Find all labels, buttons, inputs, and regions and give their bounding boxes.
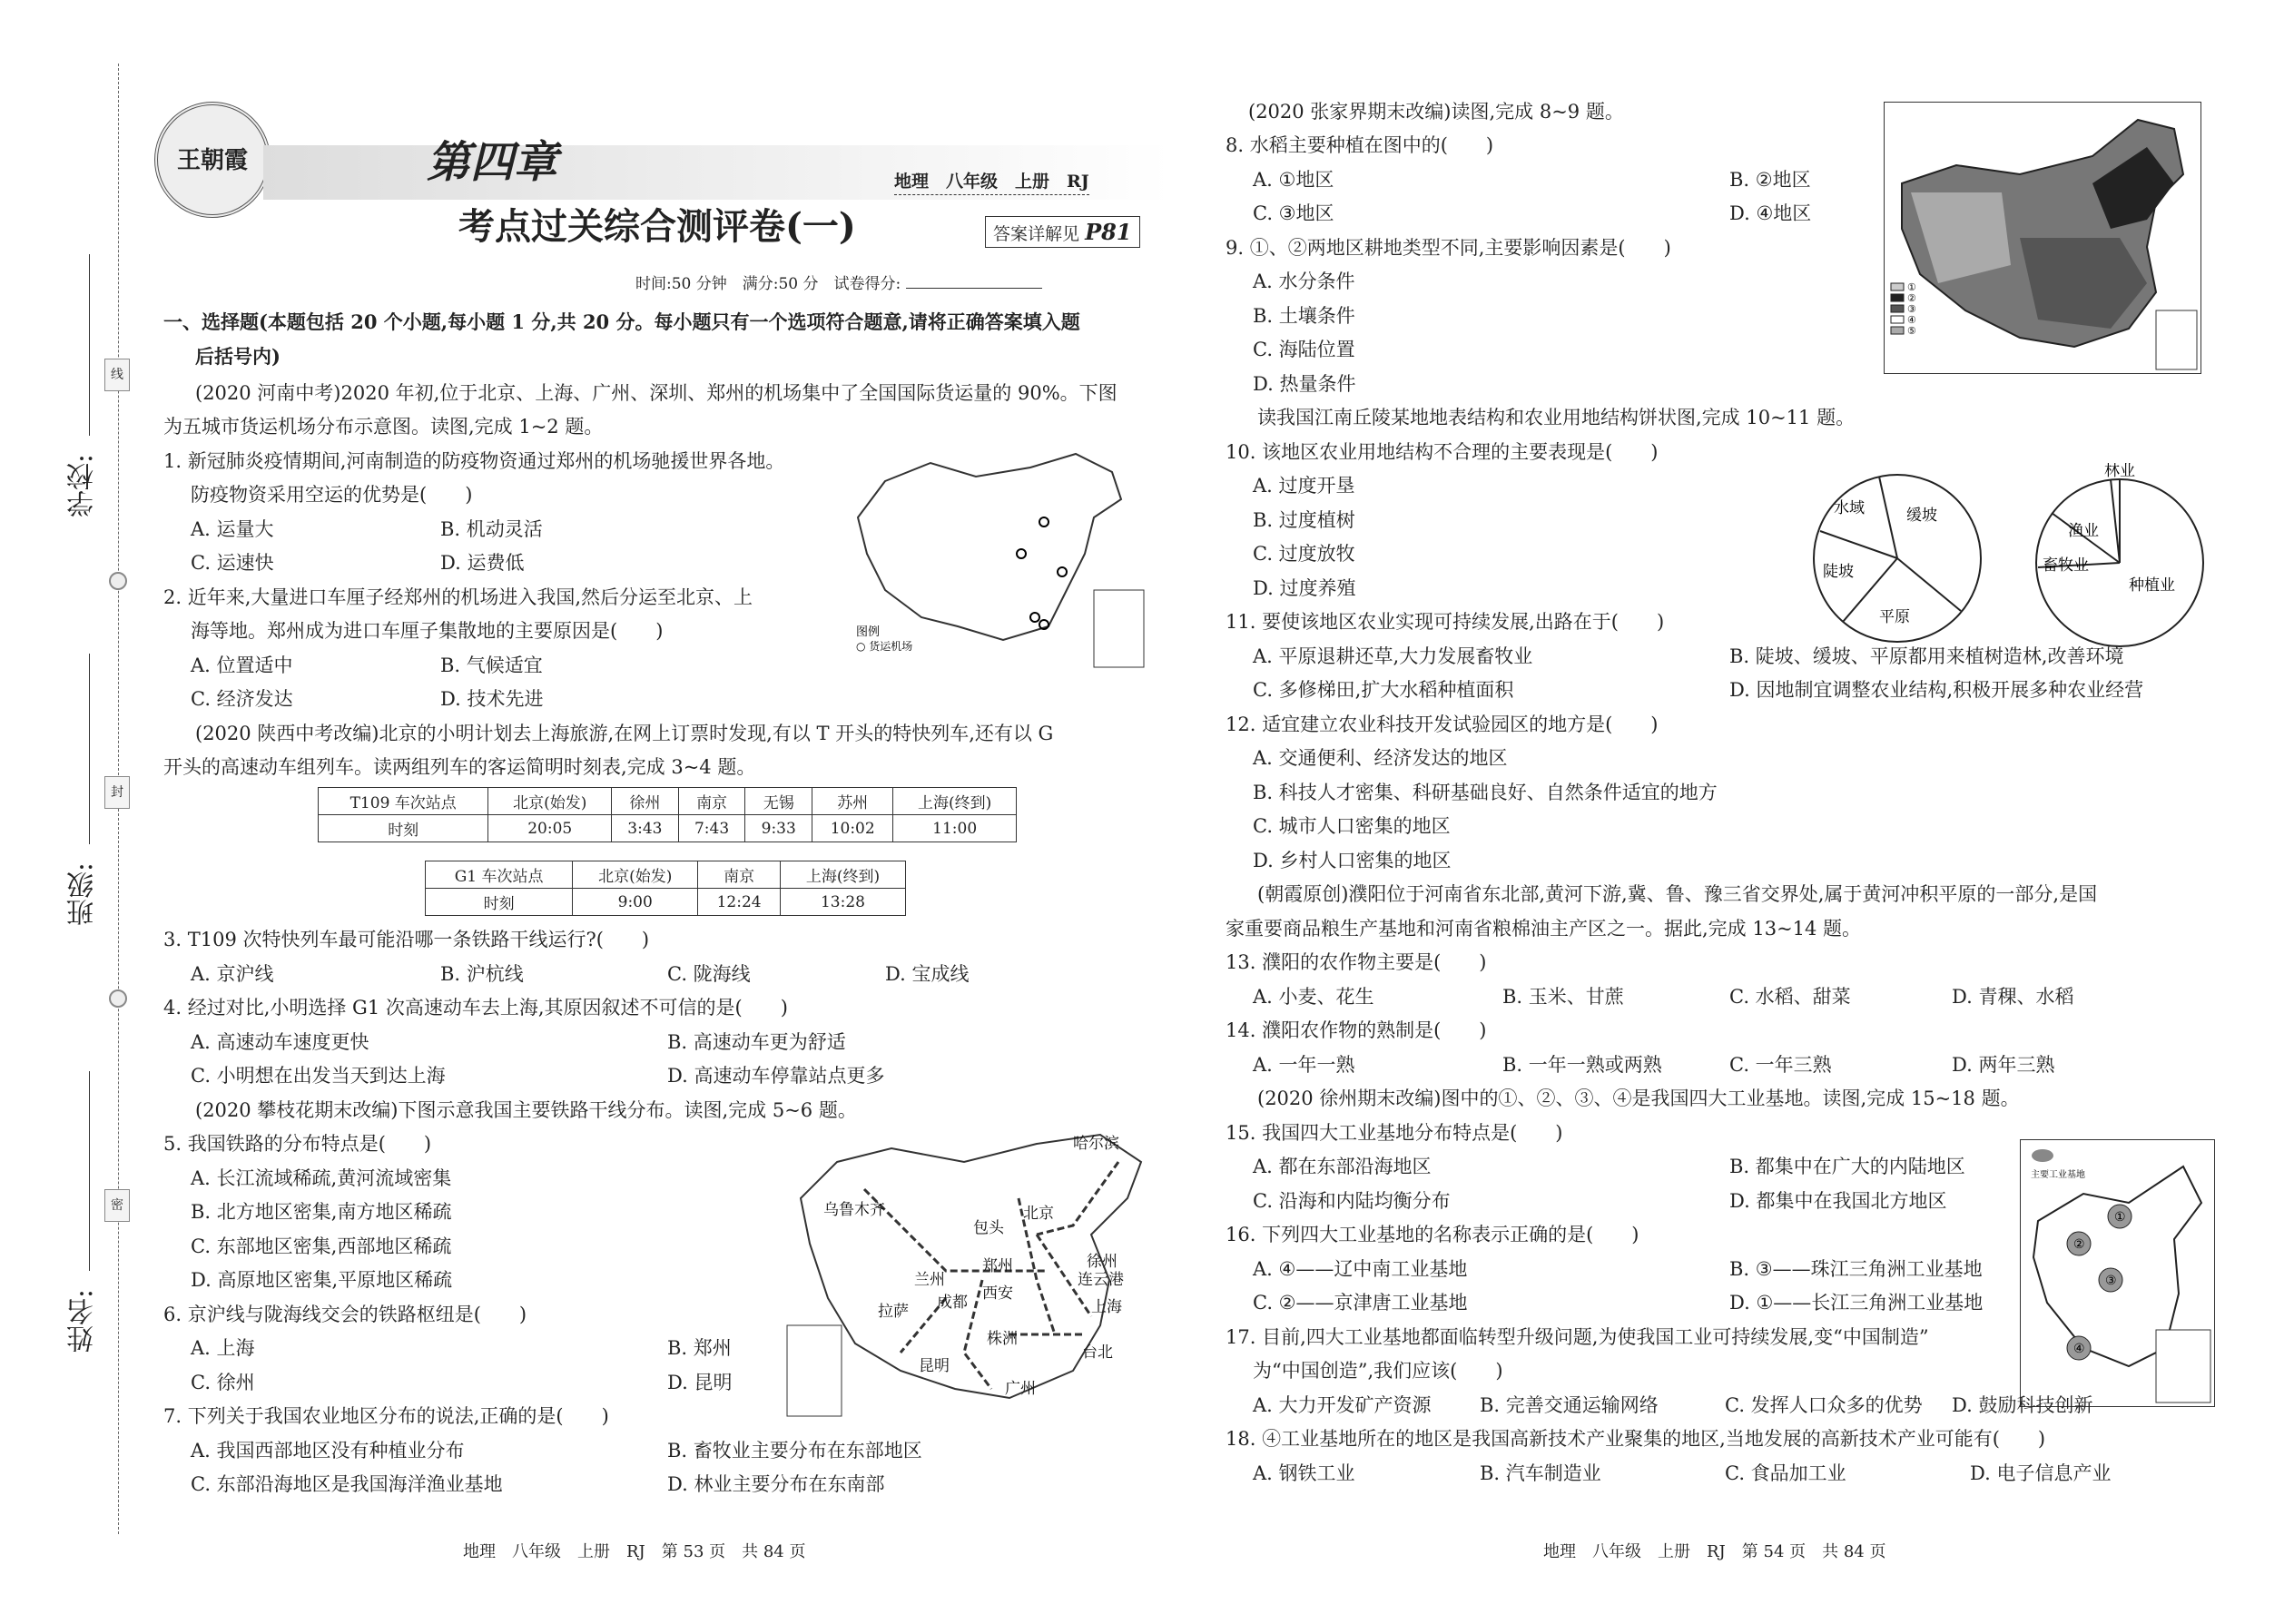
- base-number: ④: [2073, 1342, 2085, 1356]
- pie-label: 渔业: [2068, 522, 2099, 540]
- city-label: 北京: [1023, 1205, 1054, 1223]
- q16-option-d[interactable]: D. ①——长江三角洲工业基地: [1729, 1292, 1984, 1314]
- question-6: 6. 京沪线与陇海线交会的铁路枢纽是( ): [163, 1304, 527, 1325]
- table-header-cell: G1 车次站点: [426, 861, 573, 889]
- logo-text: 王朝霞: [176, 147, 248, 174]
- q8-option-d[interactable]: D. ④地区: [1729, 202, 1812, 224]
- city-label: 株洲: [987, 1330, 1018, 1348]
- q5-option-c[interactable]: C. 东部地区密集,西部地区稀疏: [191, 1235, 452, 1257]
- city-label: 乌鲁木齐: [823, 1201, 885, 1219]
- chapter-title: 第四章: [427, 137, 558, 188]
- question-10: 10. 该地区农业用地结构不合理的主要表现是( ): [1226, 441, 1659, 463]
- q9-option-d[interactable]: D. 热量条件: [1253, 373, 1356, 395]
- q8-option-a[interactable]: A. ①地区: [1253, 169, 1334, 191]
- base-number: ③: [2105, 1274, 2117, 1288]
- airport-map: [849, 445, 1148, 672]
- q11-option-d[interactable]: D. 因地制宜调整农业结构,积极开展多种农业经营: [1729, 679, 2144, 701]
- table-cell: 12:24: [698, 889, 781, 916]
- table-header-cell: 上海(终到): [780, 861, 905, 889]
- table-header-cell: 无锡: [745, 788, 812, 815]
- city-label: 西安: [982, 1284, 1013, 1303]
- q6-option-d[interactable]: D. 昆明: [667, 1372, 733, 1393]
- base-number: ①: [2114, 1210, 2126, 1225]
- q13-option-c[interactable]: C. 水稻、甜菜: [1729, 986, 1851, 1008]
- q3-option-a[interactable]: A. 京沪线: [191, 963, 274, 985]
- q14-option-c[interactable]: C. 一年三熟: [1729, 1054, 1832, 1076]
- base-number: ②: [2073, 1237, 2085, 1252]
- q9-option-c[interactable]: C. 海陆位置: [1253, 339, 1355, 360]
- table-cell: 时刻: [319, 815, 488, 842]
- section-heading-cont: 后括号内): [195, 345, 281, 368]
- q12-option-b[interactable]: B. 科技人才密集、科研基础良好、自然条件适宜的地方: [1253, 782, 1718, 803]
- q14-option-a[interactable]: A. 一年一熟: [1253, 1054, 1355, 1076]
- question-17: 17. 目前,四大工业基地都面临转型升级问题,为使我国工业可持续发展,变“中国制造”: [1226, 1326, 1929, 1348]
- question-5: 5. 我国铁路的分布特点是( ): [163, 1133, 432, 1155]
- legend-swatch: [1891, 305, 1904, 312]
- q12-option-c[interactable]: C. 城市人口密集的地区: [1253, 815, 1451, 837]
- section-heading: 一、选择题(本题包括 20 个小题,每小题 1 分,共 20 分。每小题只有一个选项符合题意,请将正确答案填入题: [163, 310, 1080, 333]
- q7-option-a[interactable]: A. 我国西部地区没有种植业分布: [191, 1440, 465, 1462]
- south-sea-inset: [787, 1325, 842, 1416]
- q14-option-d[interactable]: D. 两年三熟: [1952, 1054, 2055, 1076]
- q9-option-b[interactable]: B. 土壤条件: [1253, 305, 1355, 327]
- question-8: 8. 水稻主要种植在图中的( ): [1226, 134, 1494, 156]
- binding-ring: [109, 989, 127, 1008]
- q13-option-a[interactable]: A. 小麦、花生: [1253, 986, 1374, 1008]
- q3-option-b[interactable]: B. 沪杭线: [440, 963, 524, 985]
- name-field[interactable]: [89, 1071, 90, 1271]
- q13-option-b[interactable]: B. 玉米、甘蔗: [1502, 986, 1624, 1008]
- q18-option-b[interactable]: B. 汽车制造业: [1480, 1462, 1601, 1484]
- page-footer-left: 地理 八年级 上册 RJ 第 53 页 共 84 页: [463, 1542, 806, 1561]
- q5-option-b[interactable]: B. 北方地区密集,南方地区稀疏: [191, 1201, 452, 1223]
- city-label: 包头: [973, 1219, 1004, 1237]
- q2-option-d[interactable]: D. 技术先进: [440, 688, 544, 710]
- q15-option-d[interactable]: D. 都集中在我国北方地区: [1729, 1190, 1947, 1212]
- table-cell: 7:43: [678, 815, 745, 842]
- q2-option-a[interactable]: A. 位置适中: [191, 655, 293, 676]
- table-header-cell: T109 车次站点: [319, 788, 488, 815]
- intro-3-4: (2020 陕西中考改编)北京的小明计划去上海旅游,在网上订票时发现,有以 T 开头的特快列车,还有以 G: [195, 723, 1054, 744]
- q2-option-b[interactable]: B. 气候适宜: [440, 655, 543, 676]
- q1-option-d[interactable]: D. 运费低: [440, 552, 525, 574]
- q9-option-a[interactable]: A. 水分条件: [1253, 271, 1355, 292]
- table-cell: 20:05: [488, 815, 612, 842]
- question-2-cont: 海等地。郑州成为进口车厘子集散地的主要原因是( ): [191, 620, 664, 642]
- question-9: 9. ①、②两地区耕地类型不同,主要影响因素是( ): [1226, 237, 1671, 259]
- city-label: 成都: [937, 1294, 968, 1312]
- south-sea-inset: [1094, 590, 1144, 667]
- q12-option-a[interactable]: A. 交通便利、经济发达的地区: [1253, 747, 1508, 769]
- pie-label: 缓坡: [1906, 507, 1937, 525]
- intro-5-6: (2020 攀枝花期末改编)下图示意我国主要铁路干线分布。读图,完成 5~6 题。: [195, 1099, 857, 1121]
- q3-option-d[interactable]: D. 宝成线: [885, 963, 970, 985]
- table-header-cell: 北京(始发): [488, 788, 612, 815]
- q18-option-a[interactable]: A. 钢铁工业: [1253, 1462, 1355, 1484]
- question-11: 11. 要使该地区农业实现可持续发展,出路在于( ): [1226, 611, 1665, 633]
- table-header-cell: 南京: [698, 861, 781, 889]
- q14-option-b[interactable]: B. 一年一熟或两熟: [1502, 1054, 1662, 1076]
- test-title: 考点过关综合测评卷(一): [458, 205, 856, 248]
- q10-option-d[interactable]: D. 过度养殖: [1253, 577, 1356, 599]
- legend-swatch: [1891, 283, 1904, 290]
- intro-8-9: (2020 张家界期末改编)读图,完成 8~9 题。: [1248, 101, 1624, 123]
- question-7: 7. 下列关于我国农业地区分布的说法,正确的是( ): [163, 1405, 609, 1427]
- legend-label: ⑤: [1907, 325, 1916, 337]
- q16-option-c[interactable]: C. ②——京津唐工业基地: [1253, 1292, 1468, 1314]
- q10-option-a[interactable]: A. 过度开垦: [1253, 475, 1355, 497]
- table-cell: 3:43: [612, 815, 679, 842]
- pie-label: 畜牧业: [2043, 556, 2089, 575]
- q15-option-c[interactable]: C. 沿海和内陆均衡分布: [1253, 1190, 1451, 1212]
- school-field[interactable]: [89, 254, 90, 436]
- map-legend-title: 图例: [856, 625, 881, 639]
- legend-swatch: [2032, 1149, 2053, 1162]
- question-1-cont: 防疫物资采用空运的优势是( ): [191, 484, 473, 506]
- table-cell: 9:33: [745, 815, 812, 842]
- q2-option-c[interactable]: C. 经济发达: [191, 688, 293, 710]
- legend-label: ③: [1907, 303, 1916, 315]
- question-18: 18. ④工业基地所在的地区是我国高新技术产业聚集的地区,当地发展的高新技术产业可能有( ): [1226, 1428, 2046, 1450]
- seal-mark-seal: 封: [104, 776, 130, 809]
- class-field[interactable]: [89, 654, 90, 844]
- answer-reference: [985, 216, 1140, 248]
- answer-page: P81: [1085, 219, 1132, 245]
- pie-label: 种植业: [2129, 576, 2175, 595]
- question-17-cont: 为“中国创造”,我们应该( ): [1253, 1360, 1503, 1382]
- q11-option-a[interactable]: A. 平原退耕还草,大力发展畜牧业: [1253, 645, 1533, 667]
- table-header-cell: 徐州: [612, 788, 679, 815]
- q5-option-d[interactable]: D. 高原地区密集,平原地区稀疏: [191, 1269, 453, 1291]
- seal-mark-line: 线: [104, 359, 130, 391]
- intro-13-14-cont: 家重要商品粮生产基地和河南省粮棉油主产区之一。据此,完成 13~14 题。: [1226, 918, 1862, 940]
- q3-option-c[interactable]: C. 陇海线: [667, 963, 751, 985]
- legend-swatch: [1891, 294, 1904, 301]
- q17-option-b[interactable]: B. 完善交通运输网络: [1480, 1394, 1659, 1416]
- pie-label: 水域: [1834, 499, 1865, 517]
- intro-1-2-cont: 为五城市货运机场分布示意图。读图,完成 1~2 题。: [163, 416, 604, 438]
- table-header-cell: 上海(终到): [893, 788, 1017, 815]
- intro-10-11: 读我国江南丘陵某地地表结构和农业用地结构饼状图,完成 10~11 题。: [1257, 407, 1856, 428]
- industry-map: [2020, 1139, 2215, 1407]
- q16-option-b[interactable]: B. ③——珠江三角洲工业基地: [1729, 1258, 1983, 1280]
- page-footer-right: 地理 八年级 上册 RJ 第 54 页 共 84 页: [1543, 1542, 1886, 1561]
- city-label: 台北: [1082, 1343, 1113, 1362]
- q13-option-d[interactable]: D. 青稞、水稻: [1952, 986, 2074, 1008]
- q4-option-c[interactable]: C. 小明想在出发当天到达上海: [191, 1065, 446, 1087]
- publisher-logo: [154, 102, 271, 218]
- answer-ref-label: 答案详解见: [993, 224, 1080, 244]
- south-sea-inset: [2156, 310, 2197, 369]
- q16-option-a[interactable]: A. ④——辽中南工业基地: [1253, 1258, 1468, 1280]
- table-header-cell: 北京(始发): [573, 861, 698, 889]
- question-15: 15. 我国四大工业基地分布特点是( ): [1226, 1122, 1563, 1144]
- q6-option-a[interactable]: A. 上海: [191, 1337, 255, 1359]
- table-cell: 11:00: [893, 815, 1017, 842]
- q1-option-c[interactable]: C. 运速快: [191, 552, 274, 574]
- g1-timetable: [425, 861, 906, 916]
- q1-option-a[interactable]: A. 运量大: [191, 518, 274, 540]
- q18-option-c[interactable]: C. 食品加工业: [1725, 1462, 1846, 1484]
- t109-timetable: [318, 787, 1017, 842]
- q11-option-c[interactable]: C. 多修梯田,扩大水稻种植面积: [1253, 679, 1514, 701]
- q1-option-b[interactable]: B. 机动灵活: [440, 518, 543, 540]
- city-label: 徐州: [1087, 1253, 1117, 1271]
- school-label: 学校:: [67, 454, 99, 518]
- q15-option-a[interactable]: A. 都在东部沿海地区: [1253, 1156, 1432, 1177]
- class-label: 班级:: [67, 862, 99, 927]
- seal-mark-secret: 密: [104, 1189, 130, 1222]
- question-14: 14. 濮阳农作物的熟制是( ): [1226, 1019, 1487, 1041]
- q10-option-b[interactable]: B. 过度植树: [1253, 509, 1355, 531]
- score-field[interactable]: [906, 288, 1042, 289]
- city-label: 拉萨: [878, 1303, 909, 1321]
- intro-3-4-cont: 开头的高速动车组列车。读两组列车的客运简明时刻表,完成 3~4 题。: [163, 756, 756, 778]
- q6-option-b[interactable]: B. 郑州: [667, 1337, 732, 1359]
- q10-option-c[interactable]: C. 过度放牧: [1253, 543, 1355, 565]
- q5-option-a[interactable]: A. 长江流域稀疏,黄河流域密集: [191, 1167, 452, 1189]
- legend-swatch: [1891, 316, 1904, 323]
- binding-ring: [109, 572, 127, 590]
- question-2: 2. 近年来,大量进口车厘子经郑州的机场进入我国,然后分运至北京、上: [163, 586, 753, 608]
- pie-label: 陡坡: [1823, 563, 1854, 581]
- name-label: 姓名:: [67, 1289, 99, 1353]
- q7-option-c[interactable]: C. 东部沿海地区是我国海洋渔业基地: [191, 1473, 503, 1495]
- agri-pie-chart: [2024, 463, 2215, 654]
- q8-option-b[interactable]: B. ②地区: [1729, 169, 1811, 191]
- intro-1-2: (2020 河南中考)2020 年初,位于北京、上海、广州、深圳、郑州的机场集中了全国国际货运量的 90%。下图: [195, 382, 1117, 404]
- table-header-cell: 南京: [678, 788, 745, 815]
- china-outline: [858, 454, 1121, 640]
- city-label: 郑州: [982, 1257, 1013, 1275]
- legend-label: ④: [1907, 314, 1916, 326]
- subject-tag: 地理 八年级 上册 RJ: [894, 168, 1089, 195]
- q17-option-a[interactable]: A. 大力开发矿产资源: [1253, 1394, 1432, 1416]
- time-score-info: 时间:50 分钟 满分:50 分 试卷得分:: [635, 275, 901, 293]
- table-cell: 时刻: [426, 889, 573, 916]
- table-cell: 9:00: [573, 889, 698, 916]
- q7-option-b[interactable]: B. 畜牧业主要分布在东部地区: [667, 1440, 922, 1462]
- question-3: 3. T109 次特快列车最可能沿哪一条铁路干线运行?( ): [163, 929, 650, 950]
- legend-label: ②: [1907, 292, 1916, 304]
- q18-option-d[interactable]: D. 电子信息产业: [1970, 1462, 2112, 1484]
- legend-label: 主要工业基地: [2031, 1170, 2085, 1180]
- city-label: 上海: [1091, 1298, 1122, 1316]
- pie-label: 平原: [1879, 608, 1910, 626]
- city-label: 哈尔滨: [1073, 1135, 1119, 1153]
- q7-option-d[interactable]: D. 林业主要分布在东南部: [667, 1473, 885, 1495]
- question-4: 4. 经过对比,小明选择 G1 次高速动车去上海,其原因叙述不可信的是( ): [163, 997, 788, 1019]
- question-12: 12. 适宜建立农业科技开发试验园区的地方是( ): [1226, 714, 1659, 735]
- q4-option-b[interactable]: B. 高速动车更为舒适: [667, 1031, 846, 1053]
- city-label: 广州: [1005, 1380, 1036, 1398]
- q6-option-c[interactable]: C. 徐州: [191, 1372, 255, 1393]
- q17-option-d[interactable]: D. 鼓励科技创新: [1952, 1394, 2093, 1416]
- question-1: 1. 新冠肺炎疫情期间,河南制造的防疫物资通过郑州的机场驰援世界各地。: [163, 450, 785, 472]
- railway-map: [783, 1126, 1150, 1421]
- land-pie-chart: [1807, 468, 1988, 649]
- question-13: 13. 濮阳的农作物主要是( ): [1226, 951, 1487, 973]
- legend-swatch: [1891, 327, 1904, 334]
- intro-15-18: (2020 徐州期末改编)图中的①、②、③、④是我国四大工业基地。读图,完成 15~18 题。: [1257, 1088, 2020, 1109]
- intro-13-14: (朝霞原创)濮阳位于河南省东北部,黄河下游,冀、鲁、豫三省交界处,属于黄河冲积平原的一部分,是国: [1257, 883, 2098, 905]
- q4-option-d[interactable]: D. 高速动车停靠站点更多: [667, 1065, 885, 1087]
- south-sea-inset: [2156, 1330, 2210, 1403]
- q17-option-c[interactable]: C. 发挥人口众多的优势: [1725, 1394, 1923, 1416]
- q12-option-d[interactable]: D. 乡村人口密集的地区: [1253, 850, 1452, 871]
- legend-label: ①: [1907, 281, 1916, 293]
- table-cell: 10:02: [812, 815, 893, 842]
- table-header-cell: 苏州: [812, 788, 893, 815]
- city-label: 昆明: [919, 1357, 950, 1375]
- q8-option-c[interactable]: C. ③地区: [1253, 202, 1334, 224]
- map-legend-item: ○ 货运机场: [856, 640, 913, 653]
- city-label: 兰州: [914, 1271, 945, 1289]
- city-label: 连云港: [1078, 1271, 1124, 1289]
- pie-label: 林业: [2104, 463, 2135, 480]
- agriculture-map: [1884, 102, 2201, 374]
- question-16: 16. 下列四大工业基地的名称表示正确的是( ): [1226, 1224, 1639, 1245]
- q15-option-b[interactable]: B. 都集中在广大的内陆地区: [1729, 1156, 1965, 1177]
- test-info: [635, 271, 1042, 293]
- q4-option-a[interactable]: A. 高速动车速度更快: [191, 1031, 369, 1053]
- q11-option-b[interactable]: B. 陡坡、缓坡、平原都用来植树造林,改善环境: [1729, 645, 2124, 667]
- table-cell: 13:28: [780, 889, 905, 916]
